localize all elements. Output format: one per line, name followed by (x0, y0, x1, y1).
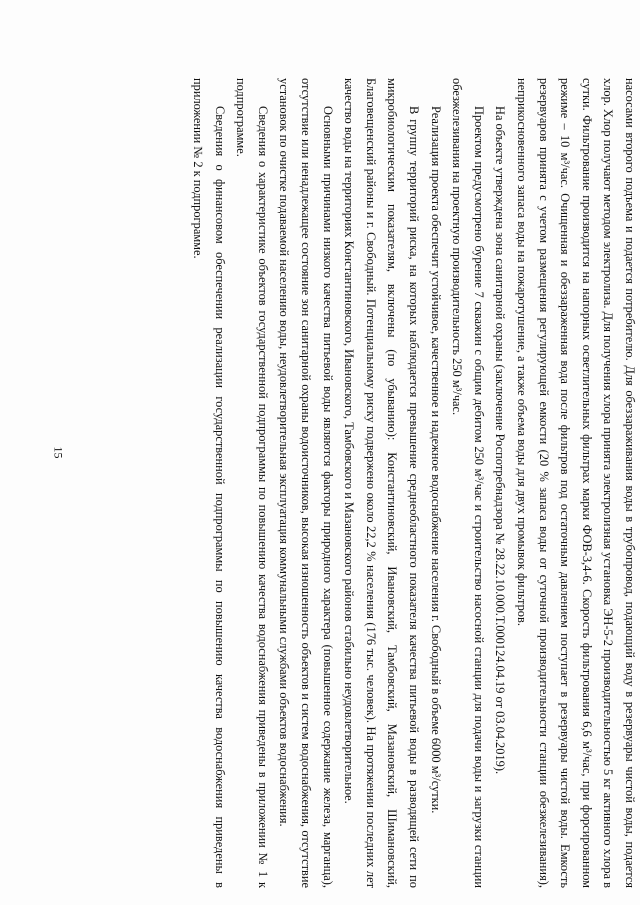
paragraph-2: На объекте утверждена зона санитарной охраны (заключение Роспотребнадзора № 28.22.10.000.Т.000124.04.19 от 03.04.2019). (493, 106, 508, 775)
paragraph-3: Проектом предусмотрено бурение 7 скважин с общим дебитом 250 м³/час и строительство насосной станции для подачи воды и загрузки станции обезжелезивания на проектную производительность 250 м³/час. (450, 78, 486, 888)
paragraph-8: Сведения о финансовом обеспечении реализации государственной подпрограммы по повышению качества водоснабжения приведены в приложении № 2 к подпрограмме. (191, 78, 227, 888)
paragraph-1: насосами второго подъема и подается потребителю. Для обеззараживания воды в трубопровод, подающий воду в резервуары чистой воды, подается хлор. Хлор получают методом электролиза. Для получения хлора принята электролизная установка ЭН-5-2 производительностью 5 кг активного хлора в сутки. Фильтрование производится на напорных осветлительных фильтрах марки ФОВ-3,4-6. Скорость фильтрования 6,6 м³/час, при форсированном режиме – 10 м³/час. Очищенная и обеззараженная вода после фильтров под остаточным давлением поступает в резервуары чистой воды. Емкость резервуаров принята с учетом размещения регулирующей емкости (20 % запаса воды от суточной производительности станции обезжелезивания), неприкосновенного запаса воды на пожаротушение, а также объема воды для двух промывок фильтров. (515, 78, 637, 888)
paragraph-7: Сведения о характеристике объектов государственной подпрограммы по повышению качества водоснабжения приведены в приложении № 1 к подпрограмме. (234, 78, 270, 888)
page-number: 15 (51, 446, 66, 459)
body-text (100, 78, 640, 888)
paragraph-4: Реализация проекта обеспечит устойчивое, качественное и надежное водоснабжение населения г. Свободный в объеме 6000 м³/сутки. (428, 106, 443, 814)
paragraph-6: Основными причинами низкого качества питьевой воды являются факторы природного характера (повышенное содержание железа, марганца), отсутствие или ненадлежащее состояние зон санитарной охраны водоисточников, высокая изношенность объектов и систем водоснабжения, отсутствие установок по очистке подаваемой населению воды, неудовлетворительная эксплуатация коммунальными службами объектов водоснабжения. (277, 78, 335, 888)
paragraph-5: В группу территорий риска, на которых наблюдается превышение среднеобластного показателя качества питьевой воды в разводящей сети по микробиологическим показателям, включены (по убыванию): Константиновский, Ивановский, Тамбовский, Мазановский, Шимановский, Благовещенский районы и г. Свободный. Потенциальному риску подвержено около 22,2 % населения (176 тыс. человек). На протяжении последних лет качество воды на территориях Константиновского, Ивановского, Тамбовского и Мазановского районов стабильно неудовлетворительное. (342, 78, 422, 888)
